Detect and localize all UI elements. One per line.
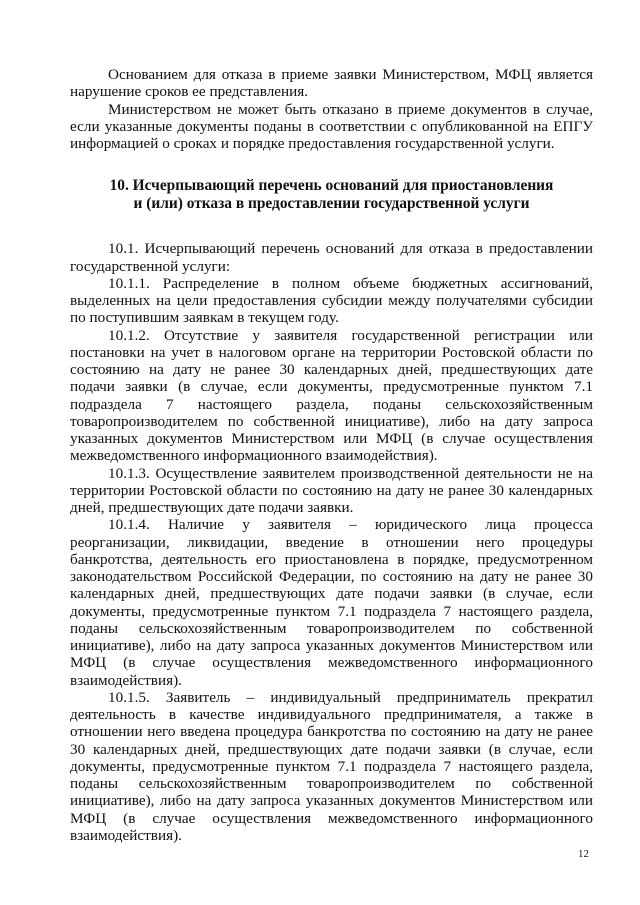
- page-number: 12: [578, 848, 589, 860]
- paragraph-10-1-4: 10.1.4. Наличие у заявителя – юридического лица процесса реорганизации, ликвидации, введение в отношении него процедуры банкротства, деятельность его приостановлена в порядке, предусмотренном законодательством Российской Федерации, по состоянию на дату не ранее 30 календарных дней, предшествующих дате подачи заявки (в случае, если документы, предусмотренные пунктом 7.1 подраздела 7 настоящего раздела, поданы сельскохозяйственным товаропроизводителем по собственной инициативе), либо на дату запроса указанных документов Министерством или МФЦ (в случае осуществления межведомственного информационного взаимодействия).: [70, 516, 593, 689]
- paragraph-10-1-5: 10.1.5. Заявитель – индивидуальный предприниматель прекратил деятельность в качестве индивидуального предпринимателя, а также в отношении него введена процедура банкротства по состоянию на дату не ранее 30 календарных дней, предшествующих дате подачи заявки (в случае, если документы, предусмотренные пунктом 7.1 подраздела 7 настоящего раздела, поданы сельскохозяйственным товаропроизводителем по собственной инициативе), либо на дату запроса указанных документов Министерством или МФЦ (в случае осуществления межведомственного информационного взаимодействия).: [70, 688, 593, 844]
- section-heading-line-2: и (или) отказа в предоставлении государственной услуги: [133, 195, 530, 213]
- section-heading: [70, 177, 593, 213]
- paragraph-10-1-3: 10.1.3. Осуществление заявителем производственной деятельности не на территории Ростовской области по состоянию на дату не ранее 30 календарных дней, предшествующих дате подачи заявки.: [70, 464, 593, 516]
- section-heading-line-1: 10. Исчерпывающий перечень оснований для приостановления: [109, 177, 554, 195]
- paragraph-10-1-2: 10.1.2. Отсутствие у заявителя государственной регистрации или постановки на учет в налоговом органе на территории Ростовской области по состоянию на дату не ранее 30 календарных дней, предшествующих дате подачи заявки (в случае, если документы, предусмотренные пунктом 7.1 подраздела 7 настоящего раздела, поданы сельскохозяйственным товаропроизводителем по собственной инициативе), либо на дату запроса указанных документов Министерством или МФЦ (в случае осуществления межведомственного информационного взаимодействия).: [70, 326, 593, 465]
- paragraph-10-1: 10.1. Исчерпывающий перечень оснований для отказа в предоставлении государственной услуги:: [70, 240, 593, 275]
- paragraph-10-1-1: 10.1.1. Распределение в полном объеме бюджетных ассигнований, выделенных на цели предоставления субсидии между получателями субсидии по поступившим заявкам в текущем году.: [70, 274, 593, 327]
- document-page: [70, 66, 593, 844]
- paragraph-refusal-basis: Основанием для отказа в приеме заявки Министерством, МФЦ является нарушение сроков ее представления.: [70, 66, 593, 101]
- paragraph-cannot-refuse: Министерством не может быть отказано в приеме документов в случае, если указанные документы поданы в соответствии с опубликованной на ЕПГУ информацией о сроках и порядке предоставления государственной услуги.: [70, 100, 593, 152]
